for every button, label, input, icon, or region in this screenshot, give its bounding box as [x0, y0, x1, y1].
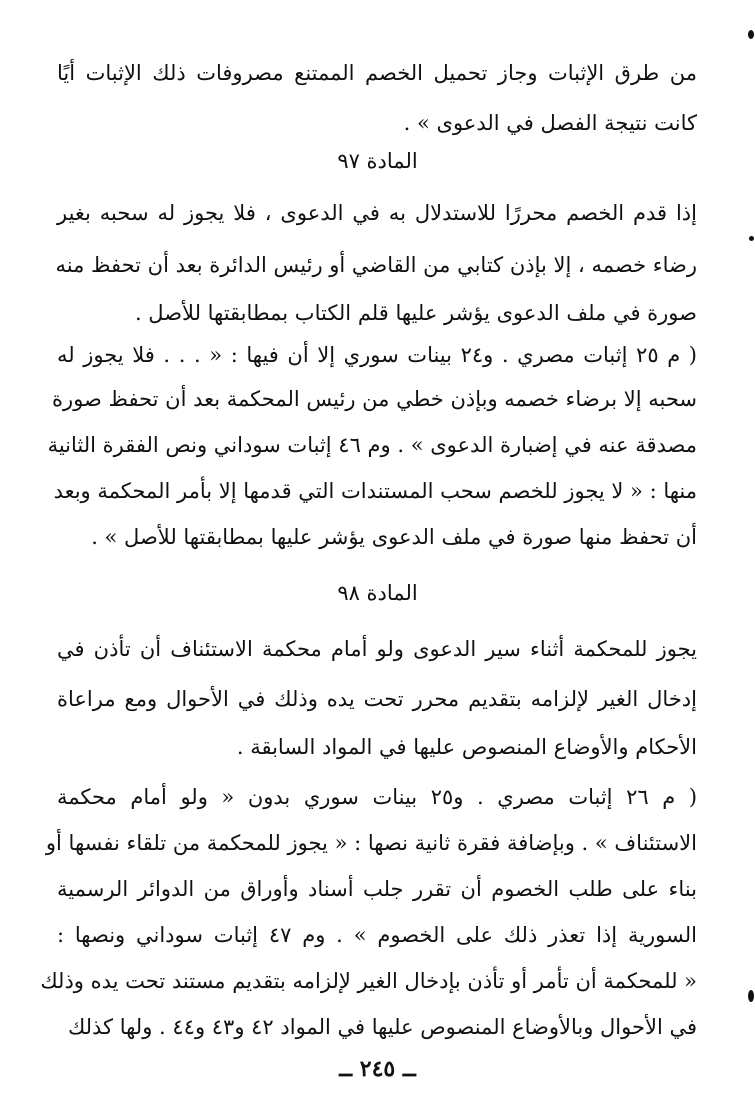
article-text-line: رضاء خصمه ، إلا بإذن كتابي من القاضي أو رئيس الدائرة بعد أن تحفظ منه — [55, 253, 697, 277]
intro-line: كانت نتيجة الفصل في الدعوى » . — [403, 111, 697, 135]
article-note-line: بناء على طلب الخصوم أن تقرر جلب أسناد وأوراق من الدوائر الرسمية — [57, 877, 697, 901]
article-heading: المادة ٩٨ — [337, 581, 418, 605]
article-note-line: سحبه إلا برضاء خصمه وبإذن خطي من رئيس المحكمة بعد أن تحفظ صورة — [52, 387, 697, 411]
article-note-line: الاستئناف » . وبإضافة فقرة ثانية نصها : « يجوز للمحكمة من تلقاء نفسها أو — [45, 831, 697, 855]
intro-line: من طرق الإثبات وجاز تحميل الخصم الممتنع مصروفات ذلك الإثبات أيًا — [57, 61, 697, 85]
article-note-line: منها : « لا يجوز للخصم سحب المستندات التي قدمها إلا بأمر المحكمة وبعد — [53, 479, 697, 503]
page-number: ــ ٢٤٥ ــ — [339, 1056, 416, 1082]
article-note-line: مصدقة عنه في إضبارة الدعوى » . وم ٤٦ إثبات سوداني ونص الفقرة الثانية — [47, 433, 697, 457]
article-note-line: ( م ٢٥ إثبات مصري . و٢٤ بينات سوري إلا أن فيها : « . . . فلا يجوز له — [57, 343, 698, 367]
scan-edge-mark — [748, 990, 754, 1002]
scan-edge-mark — [749, 236, 754, 241]
article-text-line: إذا قدم الخصم محررًا للاستدلال به في الدعوى ، فلا يجوز له سحبه بغير — [57, 201, 697, 225]
article-note-line: السورية إذا تعذر ذلك على الخصوم » . وم ٤٧ إثبات سوداني ونصها : — [57, 923, 698, 947]
article-text-line: صورة في ملف الدعوى يؤشر عليها قلم الكتاب بمطابقتها للأصل . — [134, 301, 697, 325]
article-note-line: ( م ٢٦ إثبات مصري . و٢٥ بينات سوري بدون « ولو أمام محكمة — [57, 785, 698, 809]
article-heading: المادة ٩٧ — [337, 149, 418, 173]
article-note-line: في الأحوال وبالأوضاع المنصوص عليها في المواد ٤٢ و٤٣ و٤٤ . ولها كذلك — [67, 1015, 697, 1039]
article-note-line: « للمحكمة أن تأمر أو تأذن بإدخال الغير لإلزامه بتقديم مستند تحت يده وذلك — [40, 969, 697, 993]
article-text-line: الأحكام والأوضاع المنصوص عليها في المواد السابقة . — [236, 735, 697, 759]
scan-edge-mark — [748, 30, 754, 39]
article-text-line: يجوز للمحكمة أثناء سير الدعوى ولو أمام محكمة الاستئناف أن تأذن في — [57, 637, 697, 661]
article-note-line: أن تحفظ منها صورة في ملف الدعوى يؤشر عليها بمطابقتها للأصل » . — [91, 525, 697, 549]
article-text-line: إدخال الغير لإلزامه بتقديم محرر تحت يده وذلك في الأحوال ومع مراعاة — [57, 687, 697, 711]
